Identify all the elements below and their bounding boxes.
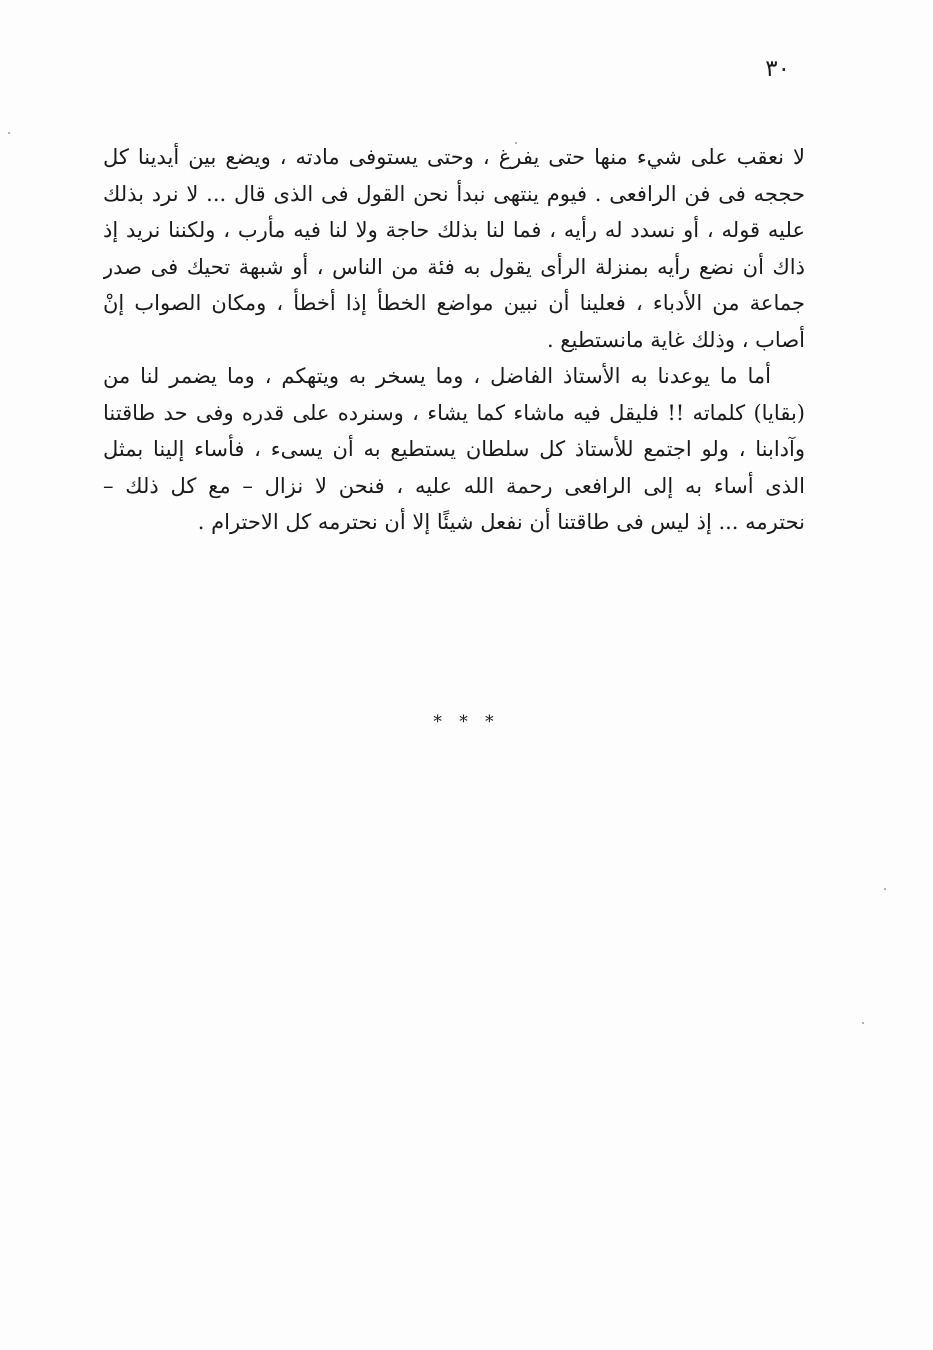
text-line: وآدابنا ، ولو اجتمع للأستاذ كل سلطان يستطيع به أن يسىء ، فأساء إلينا بمثل: [103, 437, 805, 461]
scan-speck: [862, 1022, 864, 1024]
section-separator: * * *: [433, 712, 500, 732]
text-line: لا نعقب على شيء منها حتى يفرغ ، وحتى يستوفى مادته ، ويضع بين أيدينا كل: [103, 145, 805, 169]
page-number: ٣٠: [765, 56, 790, 82]
text-line: حججه فى فن الرافعى . فيوم ينتهى نبدأ نحن القول فى الذى قال ... لا نرد بذلك: [103, 181, 805, 206]
text-line: (بقايا) كلماته !! فليقل فيه ماشاء كما يشاء ، وسنرده على قدره وفى حد طاقتنا: [103, 400, 805, 425]
text-line: الذى أساء به إلى الرافعى رحمة الله عليه ، فنحن لا نزال – مع كل ذلك –: [103, 473, 805, 498]
paragraph-1: [103, 139, 805, 358]
text-line: أما ما يوعدنا به الأستاذ الفاضل ، وما يسخر به ويتهكم ، وما يضمر لنا من: [103, 364, 771, 388]
paragraph-2: [103, 358, 805, 541]
scan-speck: [8, 132, 10, 134]
text-line: جماعة من الأدباء ، فعلينا أن نبين مواضع الخطأ إذا أخطأ ، ومكان الصواب إنْ: [103, 291, 805, 315]
text-line: نحترمه ... إذ ليس فى طاقتنا أن نفعل شيئًا إلا أن نحترمه كل الاحترام .: [197, 510, 805, 534]
text-line: عليه قوله ، أو نسدد له رأيه ، فما لنا بذلك حاجة ولا لنا فيه مأرب ، ولكننا نريد إذ: [103, 218, 805, 242]
scan-speck: [884, 888, 886, 890]
body-text: [103, 139, 805, 541]
text-line: ذاك أن نضع رأيه بمنزلة الرأى يقول به فئة من الناس ، أو شبهة تحيك فى صدر: [103, 254, 805, 279]
text-line: أصاب ، وذلك غاية مانستطيع .: [546, 327, 805, 352]
scan-speck: [515, 142, 517, 144]
